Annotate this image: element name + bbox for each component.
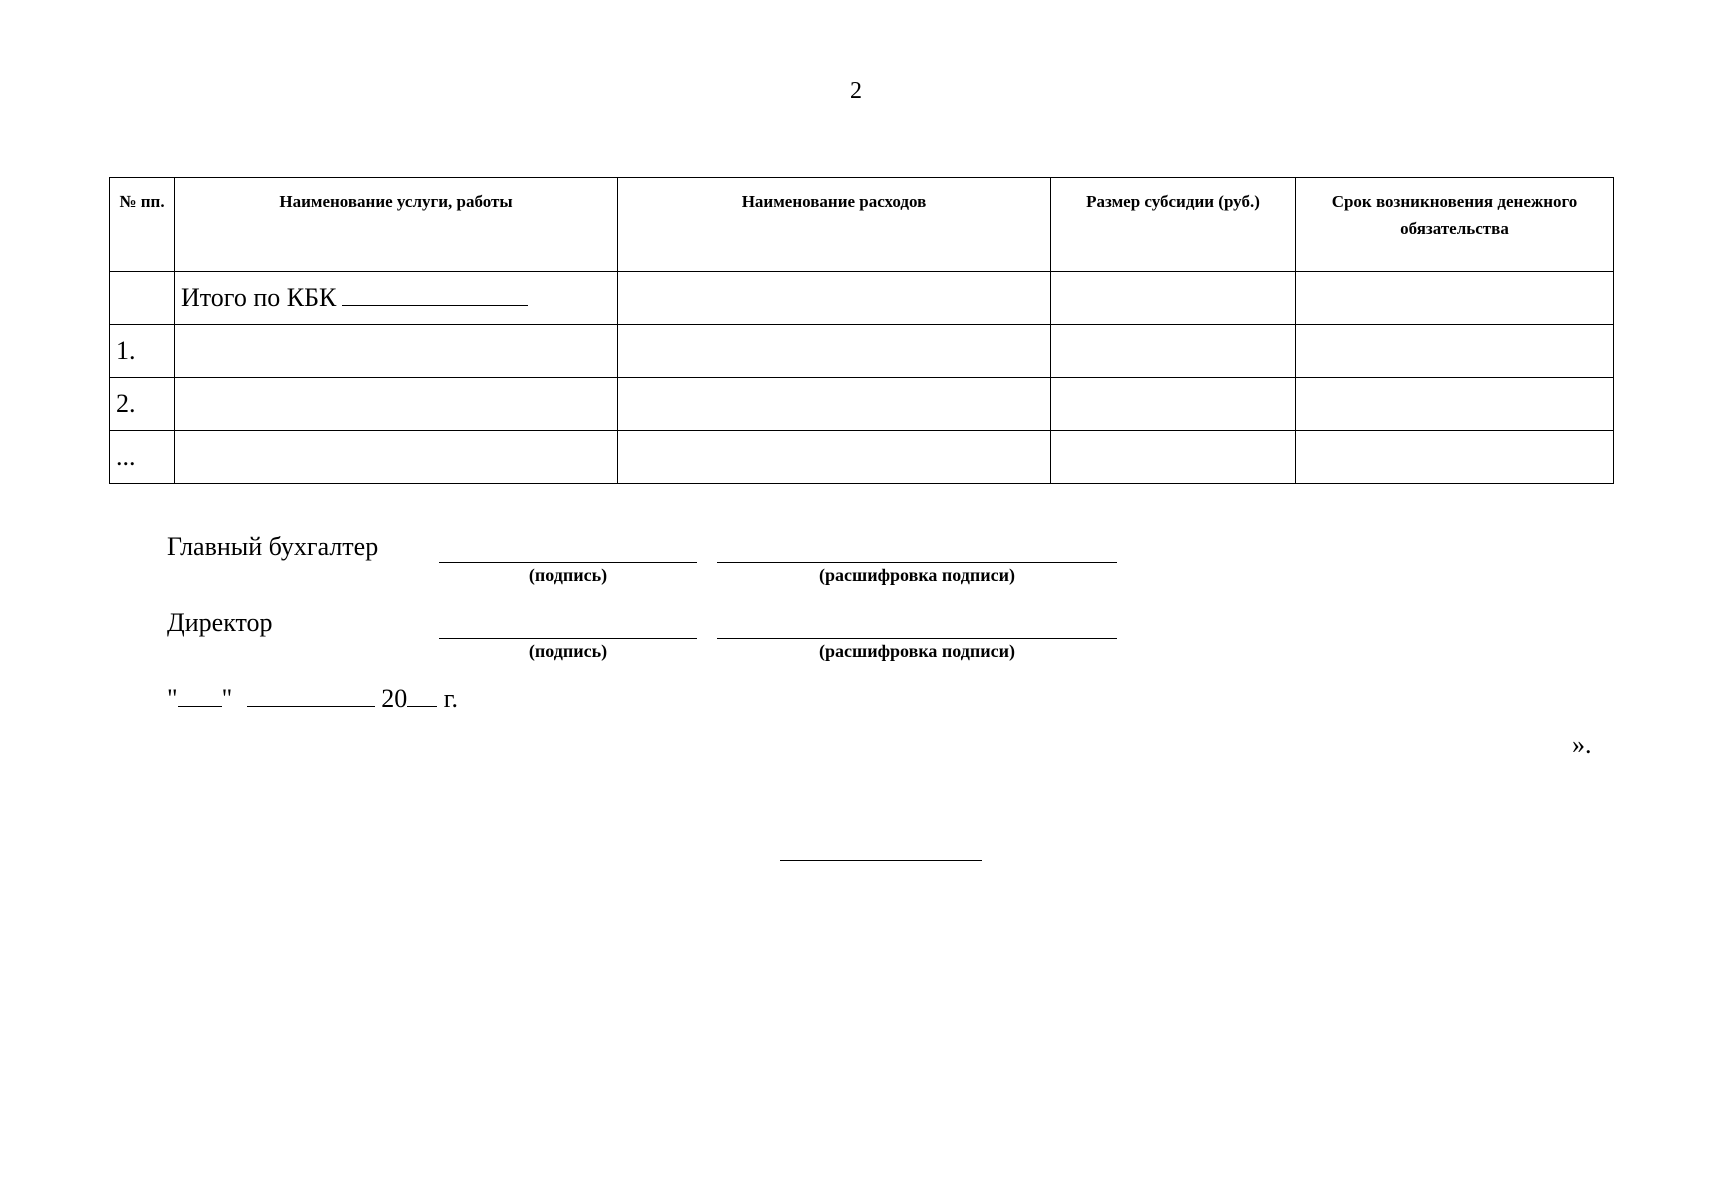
kbk-blank-line: [342, 283, 528, 306]
month-blank: [247, 686, 375, 707]
table-row: [110, 431, 1614, 484]
table-header-row: [110, 178, 1614, 272]
table-cell: [1051, 378, 1296, 431]
day-blank: [178, 686, 222, 707]
table-cell: [110, 272, 175, 325]
date-line: [167, 684, 458, 714]
signature-line: [439, 638, 697, 639]
chief-accountant-signature-block: [167, 532, 1127, 592]
table-cell: [1296, 325, 1614, 378]
date-close-quote: ": [221, 684, 233, 713]
decoding-caption: (расшифровка подписи): [819, 641, 1015, 661]
table-cell: [1051, 325, 1296, 378]
total-kbk-label: Итого по КБК: [181, 283, 337, 312]
year-prefix: 20: [381, 684, 408, 713]
row-number: 1.: [110, 325, 175, 378]
table-cell: [1296, 431, 1614, 484]
table-cell: [1051, 431, 1296, 484]
document-end-line: [780, 860, 982, 861]
table-cell: [175, 325, 618, 378]
year-blank: [407, 686, 437, 707]
table-row: [110, 378, 1614, 431]
signature-caption: (подпись): [528, 641, 608, 661]
signature-caption: (подпись): [528, 565, 608, 585]
header-expense-name: Наименование расходов: [618, 178, 1051, 272]
total-kbk-cell: [175, 272, 618, 325]
table-cell: [1296, 272, 1614, 325]
signature-decoding-line: [717, 562, 1117, 563]
signature-decoding-line: [717, 638, 1117, 639]
subsidy-table: [109, 177, 1614, 484]
row-number: ...: [110, 431, 175, 484]
header-obligation-term: Срок возникновения денежного обязательства: [1296, 178, 1614, 272]
director-signature-block: [167, 608, 1127, 668]
page-number: 2: [850, 78, 862, 104]
table-cell: [175, 431, 618, 484]
table-cell: [1296, 378, 1614, 431]
date-open-quote: ": [167, 684, 178, 713]
closing-quote-mark: ».: [1572, 730, 1592, 759]
table-row: [110, 325, 1614, 378]
year-suffix: г.: [443, 684, 458, 713]
table-cell: [618, 325, 1051, 378]
table-cell: [618, 272, 1051, 325]
header-subsidy-amount: Размер субсидии (руб.): [1051, 178, 1296, 272]
row-number: 2.: [110, 378, 175, 431]
table-cell: [175, 378, 618, 431]
header-service-name: Наименование услуги, работы: [175, 178, 618, 272]
decoding-caption: (расшифровка подписи): [819, 565, 1015, 585]
header-number: № пп.: [110, 178, 175, 272]
table-cell: [618, 431, 1051, 484]
table-row-total: [110, 272, 1614, 325]
table-cell: [1051, 272, 1296, 325]
chief-accountant-label: Главный бухгалтер: [167, 532, 379, 561]
director-label: Директор: [167, 608, 273, 637]
signature-line: [439, 562, 697, 563]
table-cell: [618, 378, 1051, 431]
